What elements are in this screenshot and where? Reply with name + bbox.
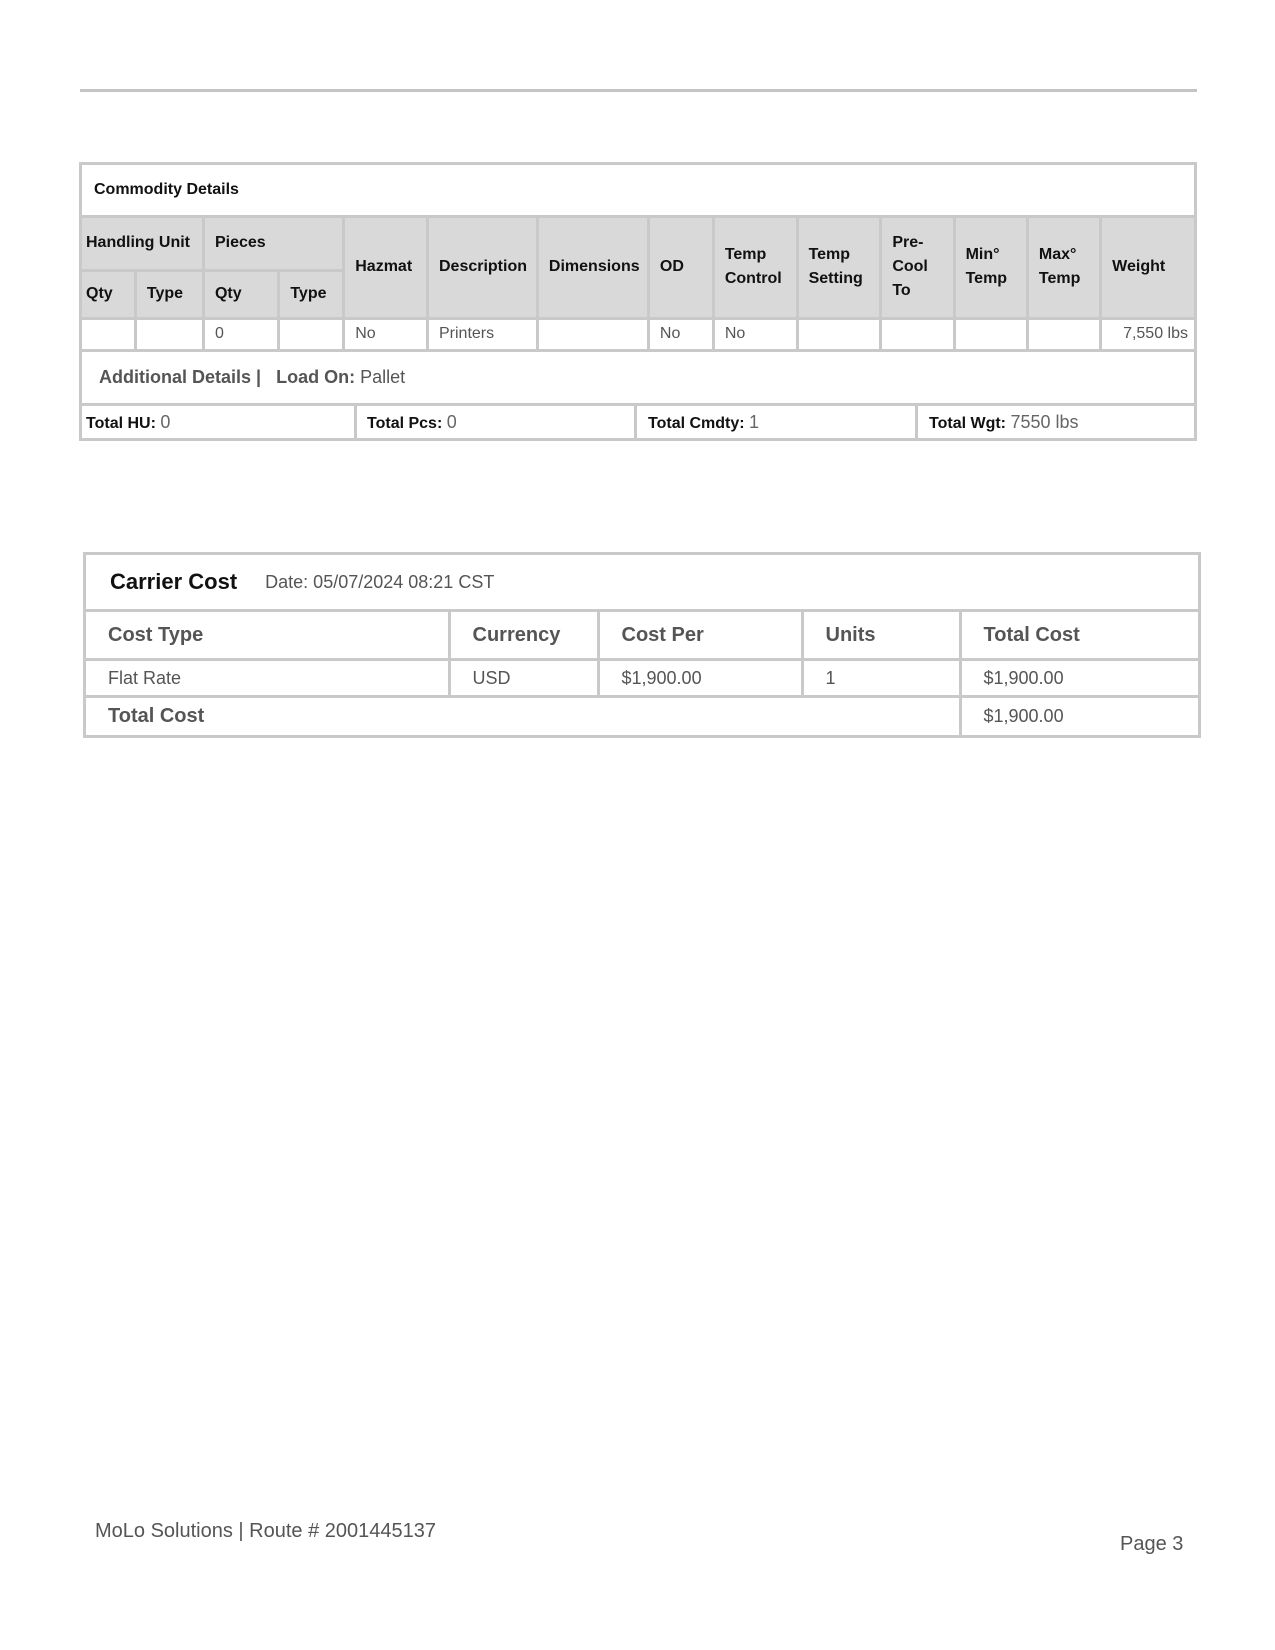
total-row xyxy=(86,697,1198,736)
header-temp-control: Temp Control xyxy=(713,218,797,318)
cell-pre-cool-to xyxy=(881,318,954,350)
top-divider xyxy=(80,89,1197,92)
carrier-cost-section xyxy=(83,552,1201,738)
header-pieces: Pieces xyxy=(203,218,343,270)
total-pcs-value: 0 xyxy=(446,411,457,432)
cell-hazmat: No xyxy=(344,318,428,350)
cell-description: Printers xyxy=(427,318,537,350)
carrier-cost-title: Carrier Cost xyxy=(110,569,238,594)
table-row xyxy=(82,318,1194,350)
total-cost-label: Total Cost xyxy=(86,697,960,736)
cell-od: No xyxy=(648,318,713,350)
total-wgt-label: Total Wgt: xyxy=(929,414,1007,432)
header-max-temp: Max° Temp xyxy=(1027,218,1100,318)
total-cmdty-label: Total Cmdty: xyxy=(648,414,745,432)
header-pcs-type: Type xyxy=(279,270,344,318)
total-hu xyxy=(82,406,357,438)
cell-units: 1 xyxy=(802,660,960,697)
total-cost-value: $1,900.00 xyxy=(960,697,1198,736)
cell-min-temp xyxy=(954,318,1027,350)
header-description: Description xyxy=(427,218,537,318)
commodity-details-title: Commodity Details xyxy=(82,165,1194,218)
cell-total-cost: $1,900.00 xyxy=(960,660,1198,697)
page-number: Page 3 xyxy=(1120,1533,1184,1555)
cell-pcs-type xyxy=(279,318,344,350)
commodity-totals xyxy=(82,406,1194,438)
cell-weight: 7,550 lbs xyxy=(1101,318,1194,350)
header-pcs-qty: Qty xyxy=(203,270,278,318)
total-pcs-label: Total Pcs: xyxy=(367,414,443,432)
header-hu-type: Type xyxy=(135,270,203,318)
load-on-label: Load On: xyxy=(276,366,356,387)
header-units: Units xyxy=(802,612,960,660)
cell-hu-type xyxy=(135,318,203,350)
total-hu-label: Total HU: xyxy=(86,414,156,432)
header-od: OD xyxy=(648,218,713,318)
carrier-cost-table xyxy=(86,612,1198,735)
additional-details xyxy=(82,352,1194,406)
total-pcs xyxy=(357,406,637,438)
header-currency: Currency xyxy=(449,612,598,660)
total-cmdty xyxy=(637,406,918,438)
commodity-table xyxy=(82,218,1194,352)
header-total-cost: Total Cost xyxy=(960,612,1198,660)
cell-currency: USD xyxy=(449,660,598,697)
load-on-value: Pallet xyxy=(360,366,406,387)
cell-pcs-qty: 0 xyxy=(203,318,278,350)
header-handling-unit: Handling Unit xyxy=(82,218,203,270)
header-hazmat: Hazmat xyxy=(344,218,428,318)
header-weight: Weight xyxy=(1101,218,1194,318)
cell-dimensions xyxy=(537,318,648,350)
header-pre-cool-to: Pre-Cool To xyxy=(881,218,954,318)
cell-cost-type: Flat Rate xyxy=(86,660,449,697)
cell-temp-setting xyxy=(797,318,881,350)
header-dimensions: Dimensions xyxy=(537,218,648,318)
total-cmdty-value: 1 xyxy=(749,411,760,432)
header-temp-setting: Temp Setting xyxy=(797,218,881,318)
table-row xyxy=(86,660,1198,697)
carrier-cost-date: Date: 05/07/2024 08:21 CST xyxy=(265,571,495,592)
cell-hu-qty xyxy=(82,318,135,350)
header-min-temp: Min° Temp xyxy=(954,218,1027,318)
total-hu-value: 0 xyxy=(160,411,171,432)
carrier-cost-header xyxy=(86,555,1198,612)
total-wgt xyxy=(918,406,1194,438)
header-cost-type: Cost Type xyxy=(86,612,449,660)
commodity-details-section xyxy=(79,162,1197,441)
total-wgt-value: 7550 lbs xyxy=(1010,411,1079,432)
cell-max-temp xyxy=(1027,318,1100,350)
cell-temp-control: No xyxy=(713,318,797,350)
footer-route: MoLo Solutions | Route # 2001445137 xyxy=(95,1520,437,1542)
header-hu-qty: Qty xyxy=(82,270,135,318)
cell-cost-per: $1,900.00 xyxy=(598,660,802,697)
header-cost-per: Cost Per xyxy=(598,612,802,660)
additional-details-label: Additional Details | xyxy=(99,366,262,387)
